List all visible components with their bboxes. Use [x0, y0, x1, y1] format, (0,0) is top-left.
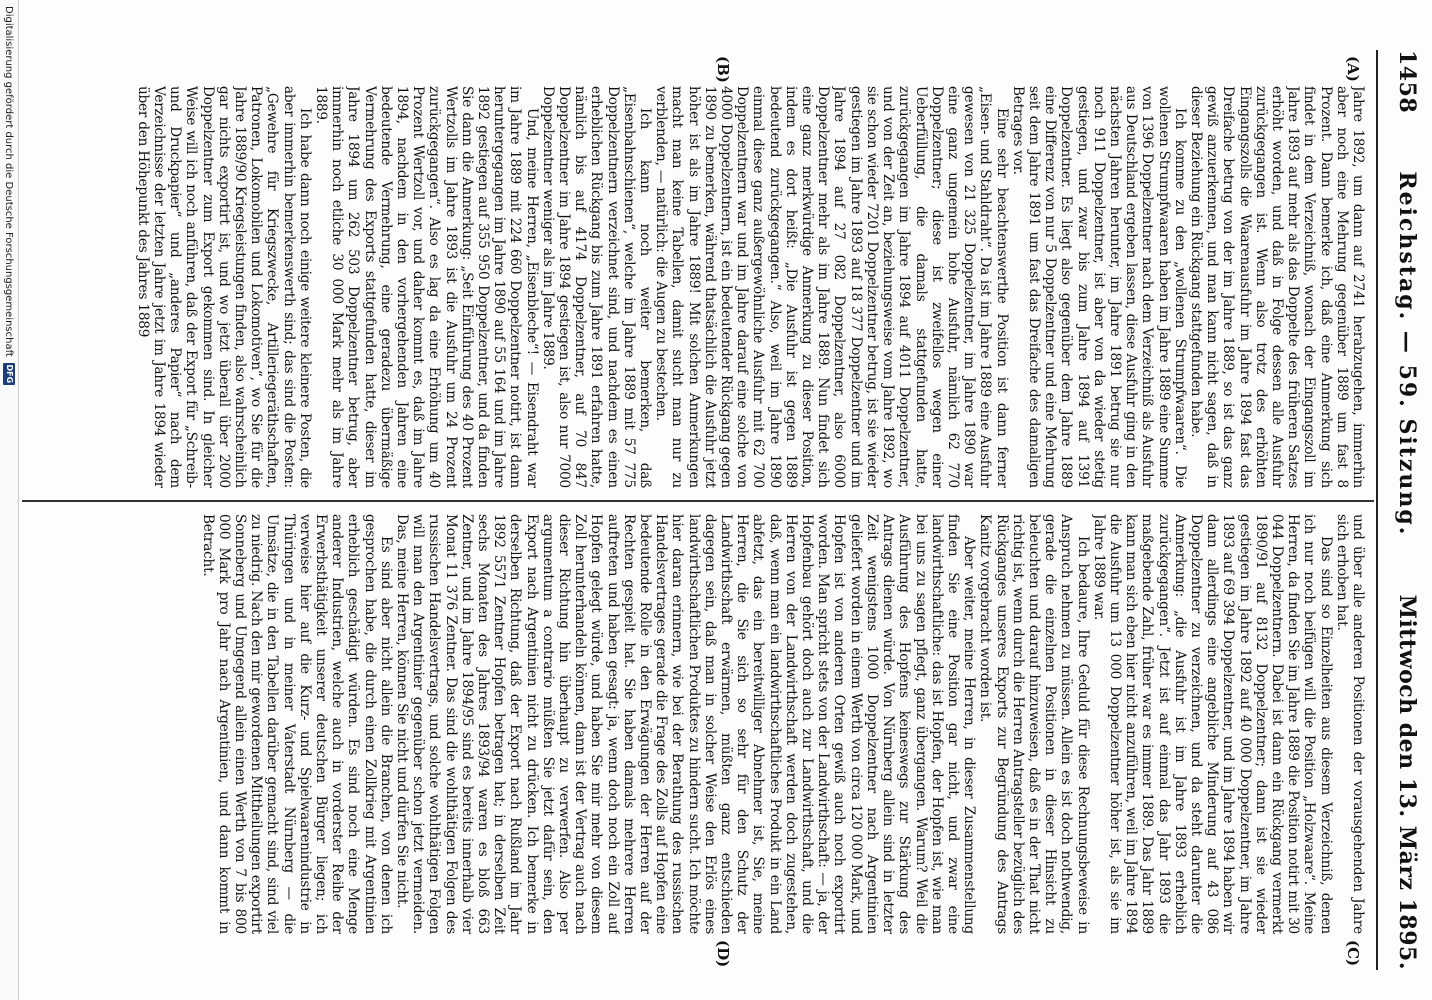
margin-marker-d: (D): [714, 940, 732, 968]
paragraph: und über alle anderen Positionen der vorausgehenden Jahre sich erhoben hat.: [1333, 514, 1366, 934]
margin-marker-a: (A): [1344, 56, 1362, 82]
session-date: Mittwoch den 13. März 1895.: [1394, 594, 1420, 970]
paragraph: Das sind so Einzelheiten aus diesem Verzeichniß, denen ich nur noch beifügen will die Position „Holzwaare“. Meine Herren, da finden Sie im Jahre 1889 die Position notirt mit 30 044 Doppelzentnern. Dabei ist dann ein Rückgang vermerkt 1890/91 auf 8132 Doppelzentner; dann ist sie wieder gestiegen im Jahre 1892 auf 40 000 Doppelzentner, im Jahre 1893 auf 69 394 Doppelzentner, und im Jahre 1894 haben wir dann allerdings eine angebliche Minderung auf 43 086 Doppelzentner zu verzeichnen, und da steht darunter die Anmerkung: „die Ausfuhr ist im Jahre 1893 erheblich zurückgegangen“. Jetzt ist auf einmal das Jahr 1893 die maßgebende Zahl, früher war es immer 1889. Das Jahr 1889 kann man sich eben hier nicht anzuführen, weil im Jahre 1894 die Ausfuhr um 13 000 Doppelzentner höher ist, als sie im Jahre 1889 war.: [1090, 514, 1334, 934]
paragraph: Ich komme zu den „wollenen Strumpfwaaren“. Die wollenen Strumpfwaaren haben im Jahre 1889 eine Summe von 1396 Doppelzentner nach dem Verzeichniß als Ausfuhr aus Deutschland ergeben lassen, diese Ausfuhr ging in den nächsten Jahren herunter, im Jahre 1891 betrug sie nur noch 911 Doppelzentner, ist aber von da wieder stetig gestiegen, und zwar bis zum Jahre 1894 auf 1391 Doppelzentner. Es liegt also gegenüber dem Jahre 1889 eine Differenz von nur 5 Doppelzentner und eine Mehrung seit dem Jahre 1891 um fast das Dreifache des damaligen Betrages vor.: [1009, 86, 1188, 488]
paragraph: Ich bedaure, Ihre Geduld für diese Rechnungsbeweise in Anspruch nehmen zu müssen. Allein es ist doch nothwendig, gerade die einzelnen Positionen in dieser Hinsicht zu beleuchten und darauf hinzuweisen, daß es in der That nicht richtig ist, wenn durch die Herren Antragsteller bezüglich des Rückganges unseres Exports zur Begründung des Antrags Kanitz vorgebracht worden ist.: [977, 514, 1091, 934]
page-header: [1380, 50, 1420, 970]
header-rule: [1376, 50, 1378, 970]
paragraph: Aber weiter, meine Herren, in dieser Zusammenstellung finden Sie eine Position gar nicht, und zwar eine landwirthschaftliche: das ist Hopfen, der Hopfen ist, wie man bei uns zu sagen pflegt, ganz übergangen. Warum? Weil die Ausführung des Hopfens keineswegs zur Stärkung des Antrags dienen würde. Von Nürnberg allein sind in letzter Zeit wenigstens 1000 Doppelzentner nach Argentinien geliefert worden in einem Werth von circa 120 000 Mark, und Hopfen ist von anderen Orten gewiß auch noch exportirt worden. Man spricht stets von der Landwirthschaft: — ja, der Hopfenbau gehört doch auch zur Landwirthschaft, und die Herren von der Landwirthschaft werden doch zugestehen, daß, wenn man ein landwirthschaftliches Produkt in ein Land abfetzt, das ein bereitwilliger Abnehmer ist, Sie, meine Herren, die Sie sich so sehr für den Schutz der Landwirthschaft erwärmen, müßten ganz entschieden dagegen sein, daß man in solcher Weise den Erlös eines landwirthschaftlichen Produktes zu hindern sucht. Ich möchte hier daran erinnern, wie bei der Berathung des russischen Handelsvertrages gerade die Frage des Zolls auf Hopfen eine bedeutende Rolle in den Erwägungen der Herren auf der Rechten gespielt hat. Sie haben damals mehrere Herren auftreten und haben gesagt: ja, wenn doch noch ein Zoll auf Hopfen gelegt würde, und haben Sie mir mehr von diesem Zoll herunterhandeln können, dann ist der Vertrag auch nach dieser Richtung hin überhaupt zu verwerfen. Also per argumentum a contrario müßten Sie jetzt dafür sein, den Export nach Argentinien nicht zu drücken. Ich bemerke in derselben Richtung, daß der Export nach Rußland im Jahr 1892 5571 Zentner Hopfen betragen hat; in derselben Zeit sechs Monaten des Jahres 1893/94 waren es bloß 663 Zentner, und im Jahre 1894/95 sind es bereits innerhalb vier Monat 11 376 Zentner. Das sind die wohlthätigen Folgen des russischen Handelsvertrags, und solche wohlthätigen Folgen will man den Argentinier gegenüber schon jetzt vermeiden. Das, meine Herren, können Sie nicht und dürfen Sie nicht.: [394, 514, 978, 934]
page-number: 1458: [1394, 50, 1420, 114]
paragraph: Und, meine Herren, „Eisenbleche“! — Eisendraht war im Jahre 1889 mit 224 660 Doppelzentner notirt, ist dann heruntergegangen im Jahre 1890 auf 55 164 und im Jahre 1892 gestiegen auf 355 950 Doppelzentner, und da finden Sie dann die Anmerkung: „Seit Einführung des 40 Prozent Wertzolls im Jahre 1893 ist die Ausfuhr um 24 Prozent zurückgegangen“. Also es lag da eine Erhöhung um 40 Prozent Wertzoll vor, und daher kommt es, daß im Jahre 1894, nachdem in den vorhergehenden Jahren eine bedeutende Vermehrung, eine geradezu übermäßige Vermehrung des Exports stattgefunden hatte, dieser im Jahre 1894 um 262 503 Doppelzentner betrug, aber immerhin noch etliche 30 000 Mark mehr als im Jahre 1889.: [313, 86, 540, 488]
margin-marker-b: (B): [714, 56, 732, 83]
running-title: Reichstag. — 59. Sitzung.: [1394, 171, 1420, 537]
paragraph: Es sind aber nicht allein die Branchen, von denen ich gesprochen habe, die durch einen Zollkrieg mit Argentinien erheblich geschädigt würden. Es sind noch eine Menge anderer Industrien, welche auch in vorderster Reihe der Erwerbsthätigkeit unserer deutschen Bürger liegen; ich verweise hier auf die Kurz- und Spielwaarenindustrie in Thüringen und in meiner Vaterstadt Nürnberg — die Umsätze, die in den Tabellen darüber gemacht sind, sind viel zu niedrig. Nach den mir gewordenen Mittheilungen exportirt Sonneberg und Umgegend allein einen Werth von 7 bis 800 000 Mark pro Jahr nach Argentinien, und dann kommt in Betracht.: [199, 514, 394, 934]
paragraph: Eine sehr beachtenswerthe Position ist dann ferner „Eisen- und Stahldraht“. Da ist im Jahre 1889 eine Ausfuhr gewesen von 21 325 Doppelzentner, im Jahre 1890 war eine ganz ungemein hohe Ausfuhr, nämlich 62 770 Doppelzentner; diese ist zweifellos wegen einer Ueberfüllung, die damals stattgefunden hatte, zurückgegangen im Jahre 1894 auf 4011 Doppelzentner, und von der Zeit an, beziehungsweise vom Jahre 1892, wo sie schon wieder 7201 Doppelzentner betrug, ist sie wieder gestiegen im Jahre 1893 auf 18 377 Doppelzentner und im Jahre 1894 auf 27 082 Doppelzentner, also 6000 Doppelzentner mehr als im Jahre 1889. Nun findet sich eine ganz merkwürdige Anmerkung zu dieser Position, indem es dort heißt: „Die Ausfuhr ist gegen 1889 bedeutend zurückgegangen.“ Also, weil im Jahre 1890 einmal diese ganz außergewöhnliche Ausfuhr mit 62 700 Doppelzentnern war und im Jahre darauf eine solche von 4000 Doppelzentnern, ist ein bedeutender Rückgang gegen 1890 zu bemerken, während thatsächlich die Ausfuhr jetzt höher ist als im Jahre 1889! Mit solchen Anmerkungen macht man keine Tabellen, damit sucht man nur zu verblenden, — natürlich: die Augen zu bestechen.: [653, 86, 1010, 488]
paragraph: Ich habe dann noch einige weitere kleinere Posten, die aber immerhin bemerkenswerth sind; das sind die Posten: „Gewehre für Kriegszwecke, Artilleriegeräthschaften, Patronen, Lokomobilen und Lokomotiven“, wo Sie für die Jahre 1889/90 Kriegsleistungen finden, also wahrscheinlich gar nichts exportirt ist, und wo jetzt überall über 2000 Doppelzentner zum Export gekommen sind. In gleicher Weise will ich noch anführen, daß der Export für „Schreib- und Druckpapier“ und „anderes Papier“ nach dem Verzeichnisse der letzten Jahre jetzt im Jahre 1894 wieder über den Höhepunkt des Jahres 1889: [134, 86, 313, 488]
column-divider: [22, 500, 1374, 502]
dfg-logo: DFG: [5, 364, 14, 384]
left-column: [24, 86, 1366, 488]
paragraph: Jahre 1892, um dann auf 2741 herabzugehen, immerhin aber noch eine Mehrung gegenüber 1889 um fast 8 Prozent. Dann bemerke ich, daß eine Anmerkung sich findet in dem Verzeichniß, wonach der Eingangszoll im Jahre 1893 auf mehr als das Doppelte des früheren Satzes erhöht worden, und daß in Folge dessen alle Ausfuhr zurückgegangen ist. Wenn also trotz des erhöhten Eingangszolls die Waarenausfuhr im Jahre 1894 fast das Dreifache betrug von der im Jahre 1889, so ist das ganz gewiß anzuerkennen, und man kann nicht sagen, daß in dieser Beziehung ein Rückgang stattgefunden habe.: [1187, 86, 1366, 488]
credit-text: Digitalisierung gefördert durch die Deutsche Forschungsgemeinschaft: [3, 6, 15, 357]
margin-marker-c: (C): [1344, 940, 1362, 967]
paragraph: Ich kann noch weiter bemerken, daß „Eisenbahnschienen“, welche im Jahre 1889 mit 57 775 Doppelzentnern verzeichnet sind, und nachdem es einen erheblichen Rückgang bis zum Jahre 1891 erfahren hatte, nämlich bis auf 4174 Doppelzentner, auf 70 847 Doppelzentner im Jahre 1894 gestiegen ist, also nur 7000 Doppelzentner weniger als im Jahre 1889.: [539, 86, 654, 488]
digitization-credit: [0, 0, 19, 1000]
right-column: [24, 514, 1366, 934]
